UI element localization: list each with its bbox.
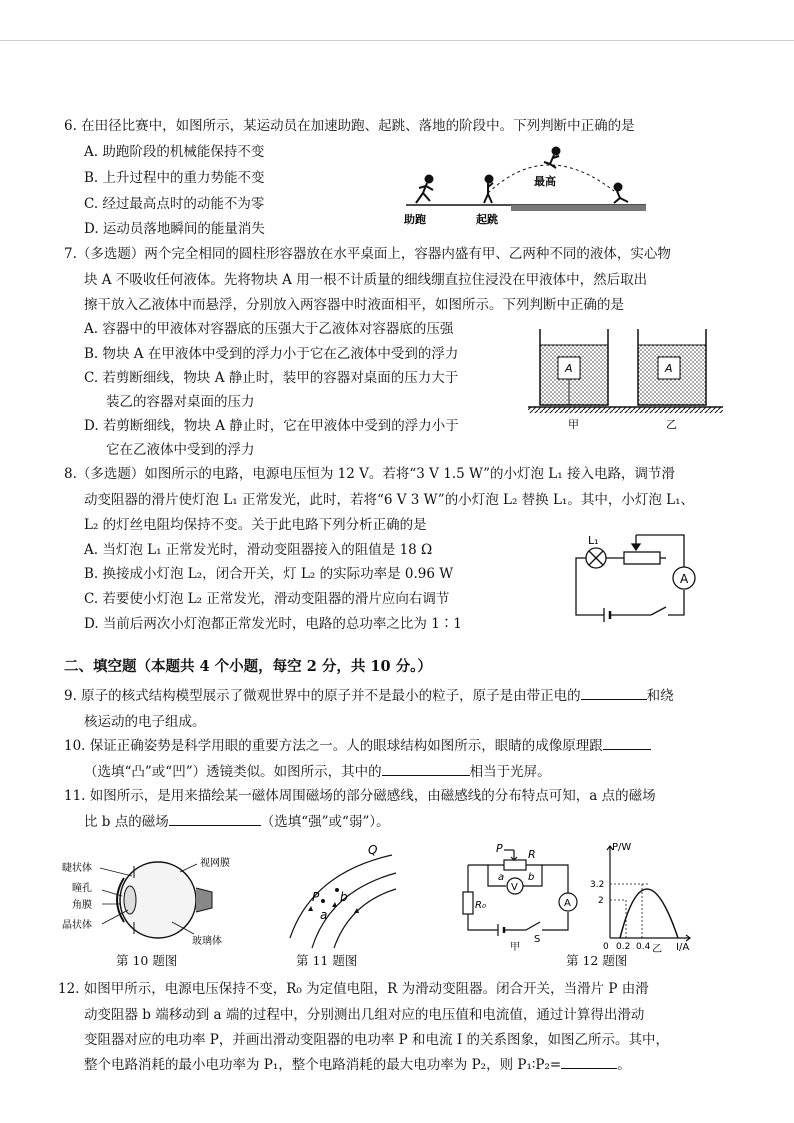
section-fill-in-title: 二、填空题（本题共 4 个小题，每空 2 分，共 10 分。） — [64, 658, 432, 675]
q12-line4 — [84, 1052, 631, 1078]
q7-stem-line1: 7.（多选题）两个完全相同的圆柱形容器放在水平桌面上，容器内盛有甲、乙两种不同的液体，实心物 — [64, 246, 671, 262]
q11-line2-text: 比 b 点的磁场 — [84, 814, 169, 830]
q12-line4-tail: 。 — [617, 1057, 631, 1073]
q7-option-c: C. 若剪断细线，物块 A 静止时，装甲的容器对桌面的压力大于 — [84, 370, 459, 386]
c12-label-s: S — [534, 934, 541, 945]
q9-answer-blank[interactable] — [581, 683, 647, 700]
q10-line2 — [84, 759, 551, 785]
q8-label-lamp: L₁ — [588, 534, 599, 547]
c12-label-ammeter: A — [564, 898, 571, 909]
q12-answer-blank[interactable] — [561, 1052, 617, 1069]
q7-label-jia: 甲 — [568, 418, 579, 431]
graph-label-yi: 乙 — [652, 944, 662, 954]
q11-line1: 11. 如图所示，是用来描绘某一磁体周围磁场的部分磁感线，由磁感线的分布特点可知，a 点的磁场 — [64, 788, 656, 804]
q12-line4-text: 整个电路消耗的最小电功率为 P₁，整个电路消耗的最大电功率为 P₂，则 P₁∶P₂= — [84, 1057, 562, 1073]
q7-figure — [528, 325, 728, 435]
q8-stem-line3: L₂ 的灯丝电阻均保持不变。关于此电路下列分析正确的是 — [84, 517, 427, 533]
q6-option-b: B. 上升过程中的重力势能不变 — [84, 170, 265, 186]
q8-option-a: A. 当灯泡 L₁ 正常发光时，滑动变阻器接入的阻值是 18 Ω — [84, 542, 433, 558]
graph-tick-y1: 3.2 — [590, 880, 605, 890]
c12-label-p: P — [496, 842, 503, 855]
q9-line1 — [64, 683, 674, 709]
q9-line1-text: 9. 原子的核式结构模型展示了微观世界中的原子并不是最小的粒子，原子是由带正电的 — [64, 688, 581, 704]
q6-stem: 6. 在田径比赛中，如图所示，某运动员在加速助跑、起跳、落地的阶段中。下列判断中正确的是 — [64, 118, 635, 134]
c12-label-r0: R₀ — [475, 900, 486, 911]
q11-answer-blank[interactable] — [169, 809, 261, 826]
q12-line3: 变阻器对应的电功率 P，并画出滑动变阻器的电功率 P 和电流 I 的关系图象，如图乙所示。其中， — [84, 1032, 669, 1048]
field-label-b: b — [340, 890, 348, 904]
eye-label-ciliary: 睫状体 — [62, 863, 92, 874]
q10-line1 — [64, 733, 651, 759]
q12-line1: 12. 如图甲所示，电源电压保持不变，R₀ 为定值电阻，R 为滑动变阻器。闭合开关，当滑片 P 由滑 — [58, 981, 649, 997]
q8-stem-line2: 动变阻器的滑片使灯泡 L₁ 正常发光，此时，若将“6 V 3 W”的小灯泡 L₂ 替换 L₁。其中，小灯泡 L₁、 — [84, 492, 694, 508]
q7-option-a: A. 容器中的甲液体对容器底的压强大于乙液体对容器底的压强 — [84, 321, 454, 337]
caption-fig12: 第 12 题图 — [566, 953, 628, 968]
q7-block-right: A — [665, 362, 673, 375]
eye-label-vitreous: 玻璃体 — [192, 936, 222, 947]
eye-label-retina: 视网膜 — [200, 858, 230, 869]
q11-line2-tail: （选填“强”或“弱”）。 — [260, 814, 390, 830]
field-label-p: P — [312, 890, 320, 904]
q8-option-b: B. 换接成小灯泡 L₂，闭合开关，灯 L₂ 的实际功率是 0.96 W — [84, 566, 454, 582]
field-label-q: Q — [368, 843, 378, 857]
q10-line1-text: 10. 保证正确姿势是科学用眼的重要方法之一。人的眼球结构如图所示，眼睛的成像原理跟 — [64, 738, 603, 754]
q12-circuit-figure — [458, 840, 588, 952]
q9-line1-tail: 和绕 — [646, 688, 674, 704]
caption-fig10: 第 10 题图 — [116, 953, 178, 968]
c12-label-v: V — [511, 882, 518, 893]
q7-stem-line3: 擦干放入乙液体中而悬浮，分别放入两容器中时液面相平，如图所示。下列判断中正确的是 — [84, 297, 624, 313]
c12-label-a: a — [498, 872, 505, 883]
caption-fig11: 第 11 题图 — [296, 953, 358, 968]
graph-tick-y2: 2 — [598, 896, 604, 906]
q6-option-c: C. 经过最高点时的动能不为零 — [84, 196, 265, 212]
q6-label-run: 助跑 — [404, 213, 426, 226]
q7-option-b: B. 物块 A 在甲液体中受到的浮力小于它在乙液体中受到的浮力 — [84, 346, 459, 362]
q12-graph-figure — [590, 838, 695, 954]
q6-option-a: A. 助跑阶段的机械能保持不变 — [84, 144, 265, 160]
q7-label-yi: 乙 — [666, 418, 677, 431]
q8-stem-line1: 8.（多选题）如图所示的电路，电源电压恒为 12 V。若将“3 V 1.5 W”的小灯泡 L₁ 接入电路，调节滑 — [64, 466, 675, 482]
c12-label-jia: 甲 — [510, 942, 520, 952]
graph-tick-x1: 0.2 — [616, 942, 631, 952]
eye-label-pupil: 瞳孔 — [72, 883, 92, 894]
q12-line2: 动变阻器 b 端移动到 a 端的过程中，分别测出几组对应的电压值和电流值，通过计算得出滑动 — [84, 1007, 645, 1023]
eye-label-lens: 晶状体 — [62, 920, 92, 931]
graph-tick-x0: 0 — [603, 942, 609, 952]
q8-circuit-figure — [566, 530, 706, 630]
q6-label-top: 最高 — [534, 175, 556, 188]
q9-line2: 核运动的电子组成。 — [84, 714, 206, 730]
q7-stem-line2: 块 A 不吸收任何液体。先将物块 A 用一根不计质量的细线绷直拉住浸没在甲液体中，然后取出 — [84, 272, 648, 288]
eye-label-cornea: 角膜 — [72, 900, 92, 911]
q8-option-c: C. 若要使小灯泡 L₂ 正常发光，滑动变阻器的滑片应向右调节 — [84, 591, 450, 607]
q6-figure — [396, 143, 656, 228]
q10-answer-blank-1[interactable] — [603, 733, 651, 750]
q7-option-c-cont: 装乙的容器对桌面的压力 — [106, 394, 255, 410]
graph-tick-x2: 0.4 — [636, 942, 651, 952]
q8-label-ammeter: A — [680, 572, 689, 586]
q7-block-left: A — [565, 362, 573, 375]
c12-label-r: R — [528, 848, 536, 861]
q10-line2-text: （选填“凸”或“凹”）透镜类似。如图所示，其中的 — [84, 764, 382, 780]
q8-option-d: D. 当前后两次小灯泡都正常发光时，电路的总功率之比为 1∶1 — [84, 616, 462, 632]
q10-line2-tail: 相当于光屏。 — [469, 764, 551, 780]
q11-field-figure — [282, 843, 402, 951]
q6-label-jump: 起跳 — [476, 213, 498, 226]
graph-xlabel: I/A — [676, 942, 690, 953]
page-top-rule — [0, 40, 794, 41]
field-label-a: a — [320, 908, 328, 922]
q7-option-d: D. 若剪断细线，物块 A 静止时，它在甲液体中受到的浮力小于 — [84, 418, 459, 434]
q6-option-d: D. 运动员落地瞬间的能量消失 — [84, 221, 265, 237]
q10-answer-blank-2[interactable] — [382, 759, 470, 776]
graph-ylabel: P/W — [612, 842, 632, 853]
q10-eye-figure — [62, 848, 247, 948]
c12-label-b: b — [528, 872, 535, 883]
q11-line2 — [84, 809, 390, 835]
q7-option-d-cont: 它在乙液体中受到的浮力 — [106, 442, 255, 458]
